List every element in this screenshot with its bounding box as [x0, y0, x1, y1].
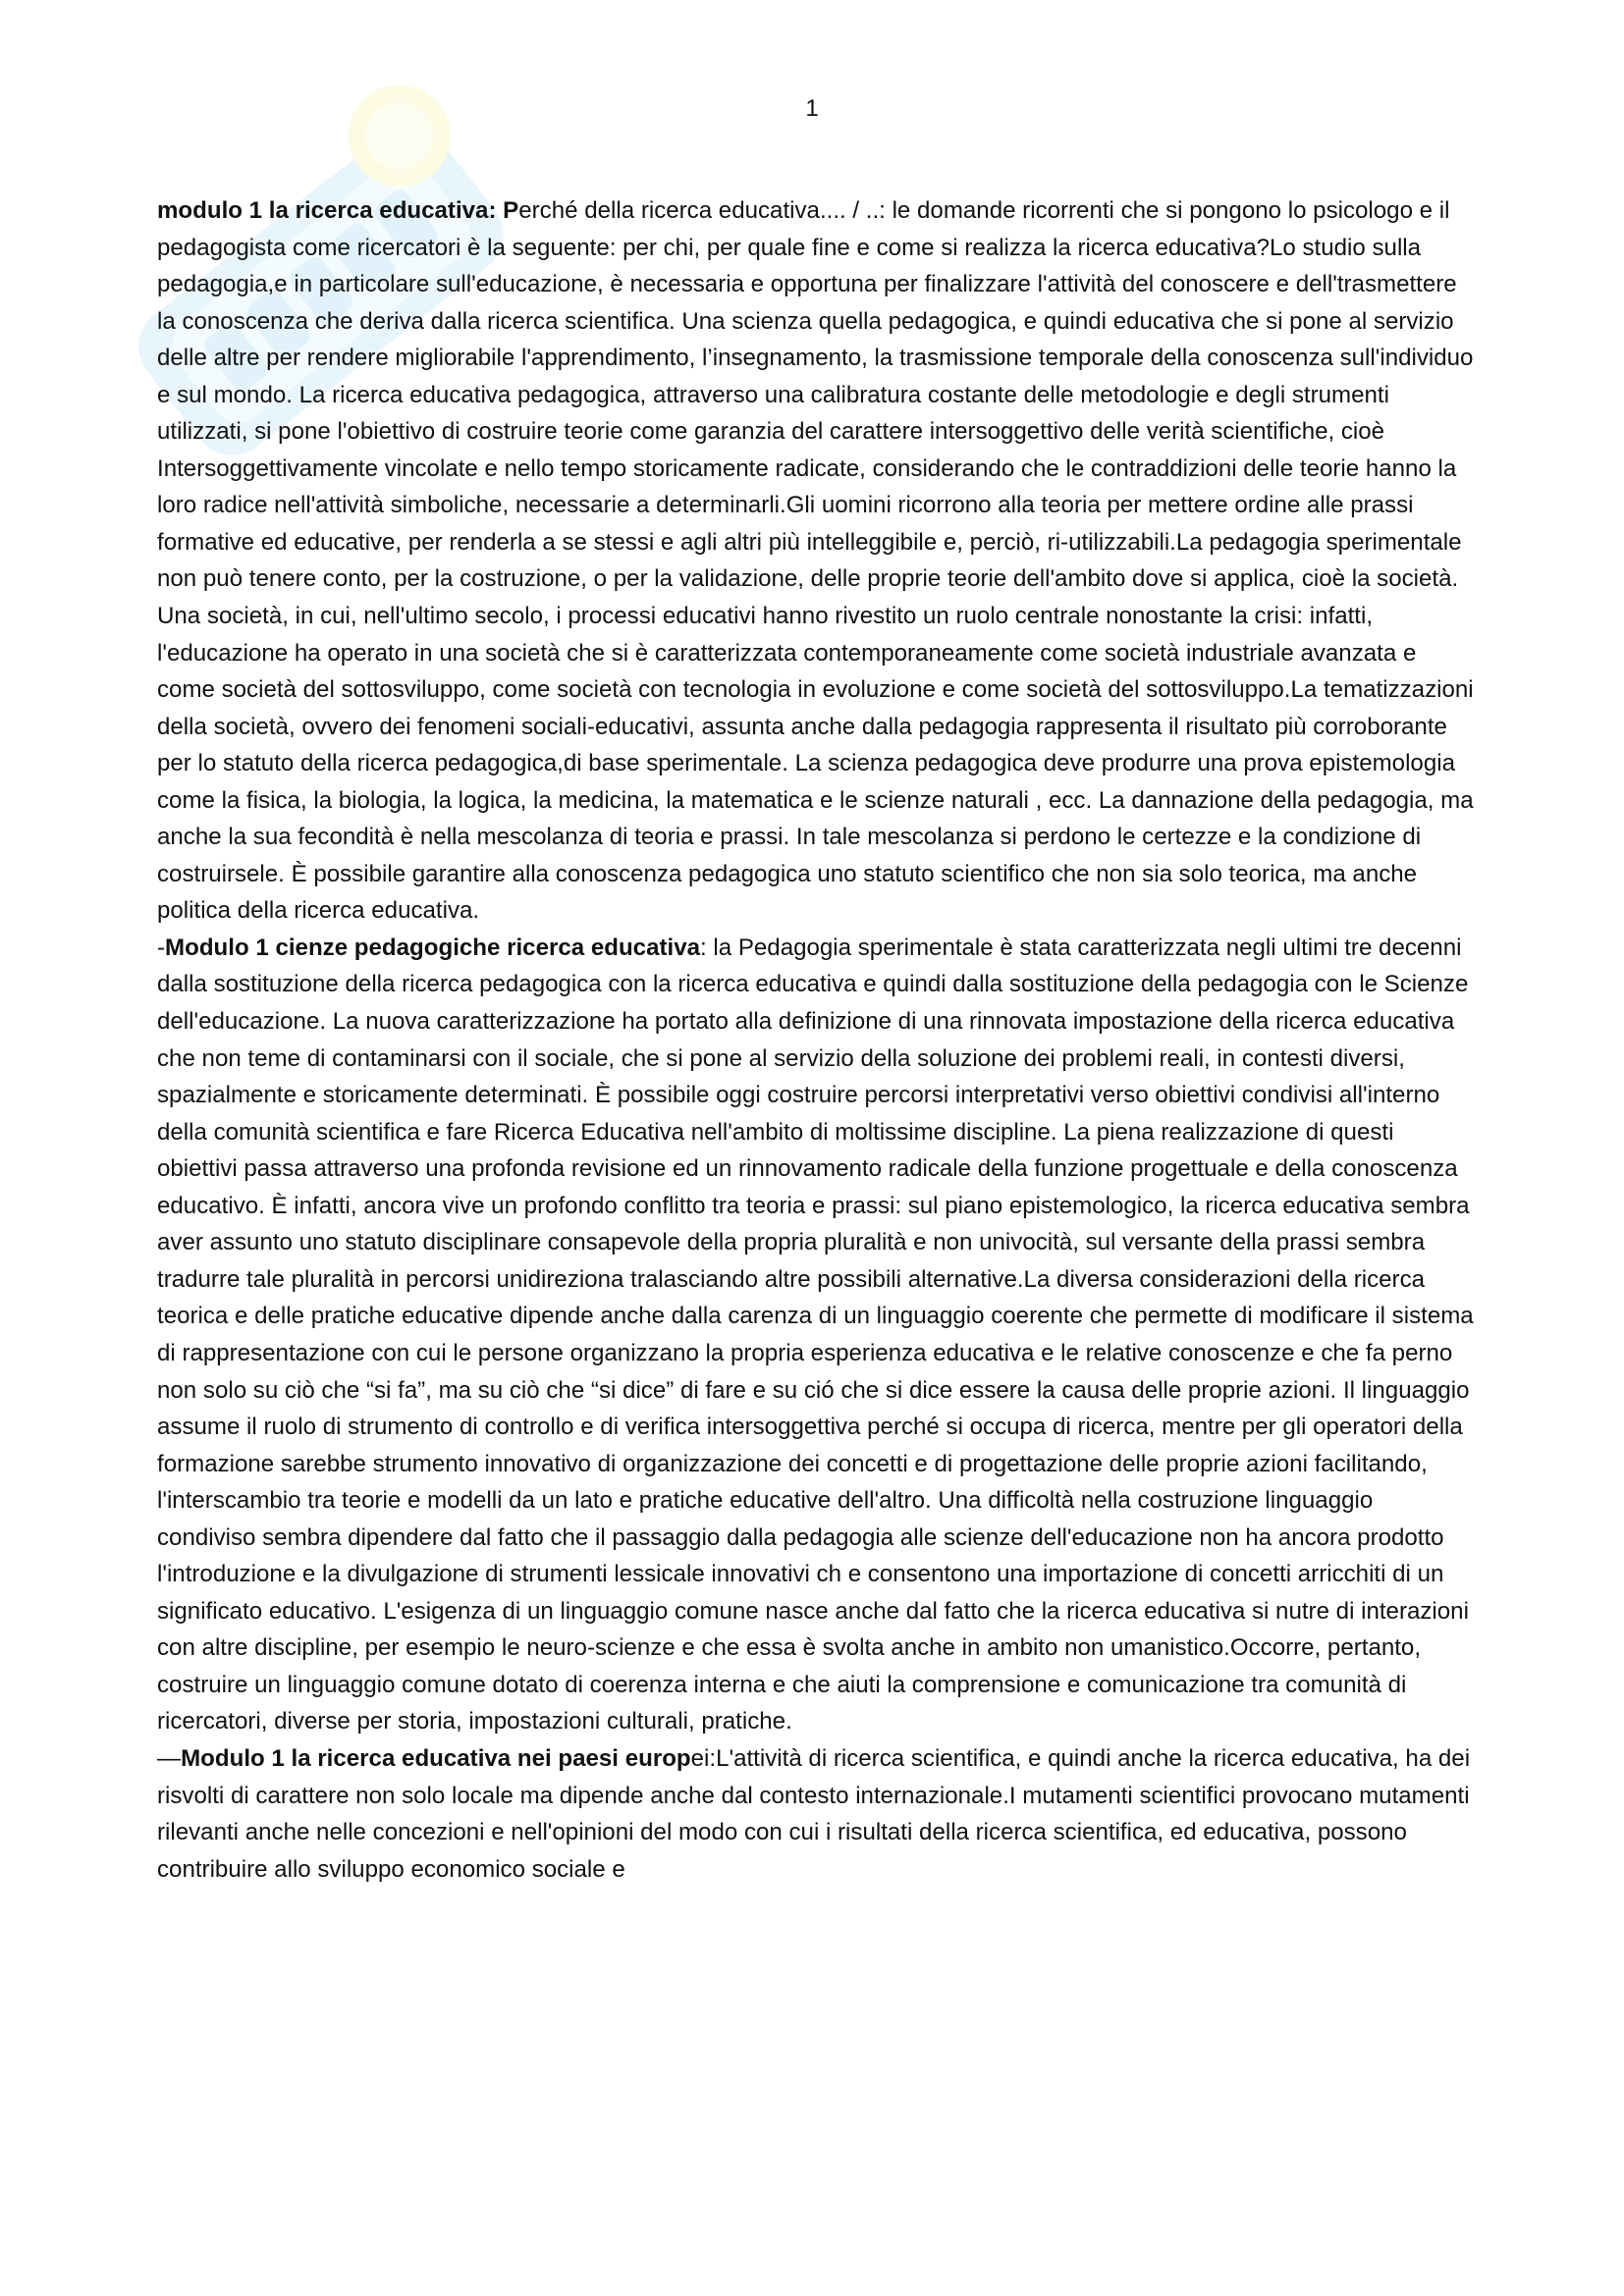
page-number: 1 — [805, 95, 819, 122]
paragraph-text: ei:L'attività di ricerca scientifica, e quindi anche la ricerca educativa, ha dei risvolti di carattere non solo locale ma dipende anche dal contesto internazionale.I mutamenti scientifici provocano mutamenti rilevanti anche nelle concezioni e nell'opinioni del modo con cui i risultati della ricerca scientifica, ed educativa, possono contribuire allo sviluppo economico sociale e — [157, 1744, 1471, 1883]
paragraph-prefix: — — [157, 1744, 182, 1772]
section-heading: Modulo 1 cienze pedagogiche ricerca educativa — [165, 934, 700, 961]
paragraph — [157, 930, 1478, 1740]
document-body — [157, 192, 1478, 1888]
paragraph — [157, 192, 1478, 930]
section-heading: Modulo 1 la ricerca educativa nei paesi europ — [181, 1744, 691, 1772]
paragraph-text: erché della ricerca educativa.... / ..: le domande ricorrenti che si pongono lo psicologo e il pedagogista come ricercatori è la seguente: per chi, per quale fine e come si realizza la ricerca educativa?Lo studio sulla pedagogia,e in particolare sull'educazione, è necessaria e opportuna per finalizzare l'attività del conoscere e dell'trasmettere la conoscenza che deriva dalla ricerca scientifica. Una scienza quella pedagogica, e quindi educativa che si pone al servizio delle altre per rendere migliorabile l'apprendimento, l’insegnamento, la trasmissione temporale della conoscenza sull'individuo e sul mondo. La ricerca educativa pedagogica, attraverso una calibratura costante delle metodologie e degli strumenti utilizzati, si pone l'obiettivo di costruire teorie come garanzia del carattere intersoggettivo delle verità scientifiche, cioè Intersoggettivamente vincolate e nello tempo storicamente radicate, considerando che le contraddizioni delle teorie hanno la loro radice nell'attività simboliche, necessarie a determinarli.Gli uomini ricorrono alla teoria per mettere ordine alle prassi formative ed educative, per renderla a se stessi e agli altri più intelleggibile e, perciò, ri-utilizzabili.La pedagogia sperimentale non può tenere conto, per la costruzione, o per la validazione, delle proprie teorie dell'ambito dove si applica, cioè la società. Una società, in cui, nell'ultimo secolo, i processi educativi hanno rivestito un ruolo centrale nonostante la crisi: infatti, l'educazione ha operato in una società che si è caratterizzata contemporaneamente come società industriale avanzata e come società del sottosviluppo, come società con tecnologia in evoluzione e come società del sottosviluppo.La tematizzazioni della società, ovvero dei fenomeni sociali-educativi, assunta anche dalla pedagogia rappresenta il risultato più corroborante per lo statuto della ricerca pedagogica,di base sperimentale. La scienza pedagogica deve produrre una prova epistemologia come la fisica, la biologia, la logica, la medicina, la matematica e le scienze naturali , ecc. La dannazione della pedagogia, ma anche la sua fecondità è nella mescolanza di teoria e prassi. In tale mescolanza si perdono le certezze e la condizione di costruirsele. È possibile garantire alla conoscenza pedagogica uno statuto scientifico che non sia solo teorica, ma anche politica della ricerca educativa. — [157, 197, 1474, 925]
paragraph-prefix: - — [157, 934, 166, 961]
paragraph-text: : la Pedagogia sperimentale è stata caratterizzata negli ultimi tre decenni dalla sostituzione della ricerca pedagogica con la ricerca educativa e quindi dalla sostituzione della pedagogia con le Scienze dell'educazione. La nuova caratterizzazione ha portato alla definizione di una rinnovata impostazione della ricerca educativa che non teme di contaminarsi con il sociale, che si pone al servizio della soluzione dei problemi reali, in contesti diversi, spazialmente e storicamente determinati. È possibile oggi costruire percorsi interpretativi verso obiettivi condivisi all'interno della comunità scientifica e fare Ricerca Educativa nell'ambito di moltissime discipline. La piena realizzazione di questi obiettivi passa attraverso una profonda revisione ed un rinnovamento radicale della funzione progettuale e della conoscenza educativo. È infatti, ancora vive un profondo conflitto tra teoria e prassi: sul piano epistemologico, la ricerca educativa sembra aver assunto uno statuto disciplinare consapevole della propria pluralità e non univocità, sul versante della prassi sembra tradurre tale pluralità in percorsi unidireziona tralasciando altre possibili alternative.La diversa considerazioni della ricerca teorica e delle pratiche educative dipende anche dalla carenza di un linguaggio coerente che permette di modificare il sistema di rappresentazione con cui le persone organizzano la propria esperienza educativa e le relative conoscenze e che fa perno non solo su ciò che “si fa”, ma su ciò che “si dice” di fare e su ció che si dice essere la causa delle proprie azioni. Il linguaggio assume il ruolo di strumento di controllo e di verifica intersoggettiva perché si occupa di ricerca, mentre per gli operatori della formazione sarebbe strumento innovativo di organizzazione dei concetti e di progettazione delle proprie azioni facilitando, l'interscambio tra teorie e modelli da un lato e pratiche educative dell'altro. Una difficoltà nella costruzione linguaggio condiviso sembra dipendere dal fatto che il passaggio dalla pedagogia alle scienze dell'educazione non ha ancora prodotto l'introduzione e la divulgazione di strumenti lessicale innovativi ch e consentono una importazione di concetti arricchiti di un significato educativo. L'esigenza di un linguaggio comune nasce anche dal fatto che la ricerca educativa si nutre di interazioni con altre discipline, per esempio le neuro-scienze e che essa è svolta anche in ambito non umanistico.Occorre, pertanto, costruire un linguaggio comune dotato di coerenza interna e che aiuti la comprensione e comunicazione tra comunità di ricercatori, diverse per storia, impostazioni culturali, pratiche. — [157, 934, 1474, 1735]
paragraph — [157, 1740, 1478, 1888]
section-heading: modulo 1 la ricerca educativa: P — [157, 197, 519, 224]
